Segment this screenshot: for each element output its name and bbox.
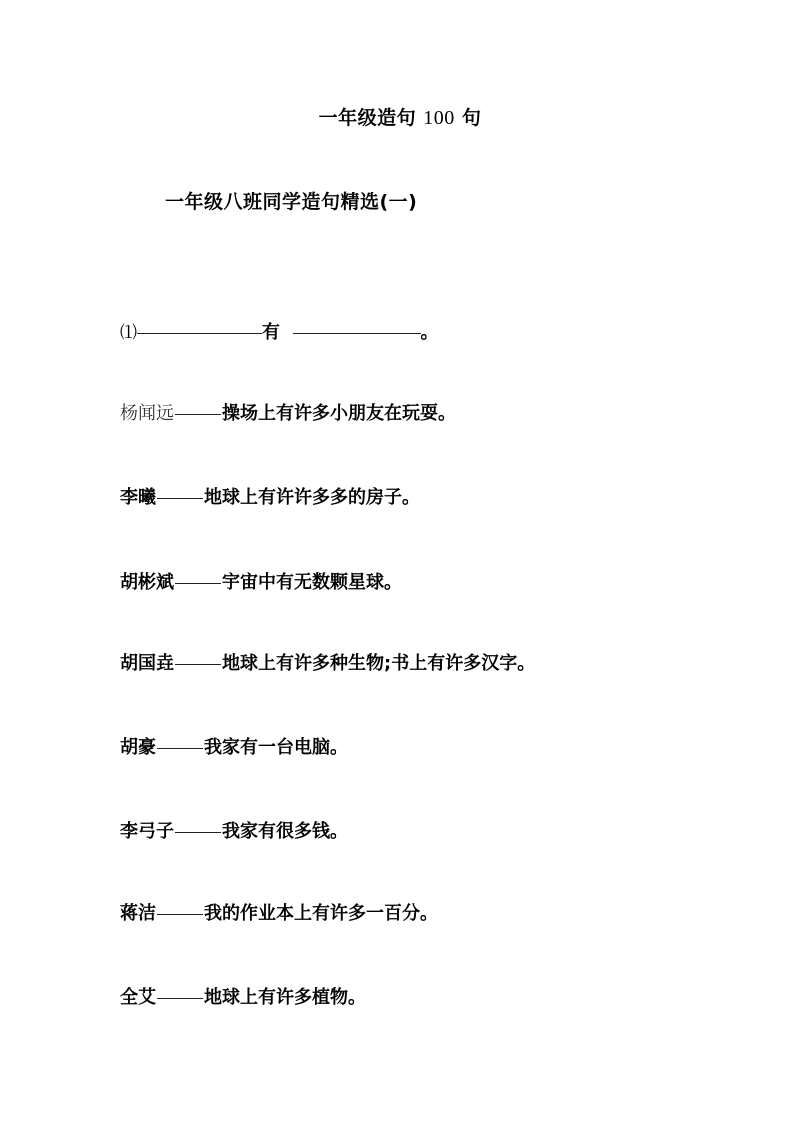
prompt-blank-1: [137, 333, 262, 334]
entry-item: [120, 652, 535, 676]
title-number: 100: [423, 107, 455, 129]
entry-author: 胡豪: [120, 737, 156, 758]
entry-item: [120, 402, 456, 426]
em-dash-separator: [157, 748, 203, 749]
entry-sentence: 我家有一台电脑。: [204, 737, 348, 758]
entry-author: 全艾: [120, 987, 156, 1008]
entry-author: 胡彬斌: [120, 572, 174, 593]
entry-sentence: 地球上有许多种生物;书上有许多汉字。: [222, 653, 536, 674]
prompt-end: 。: [420, 322, 439, 343]
prompt-line: [120, 321, 439, 345]
entry-item: [120, 486, 420, 510]
em-dash-separator: [157, 498, 203, 499]
title-text-after: 句: [461, 107, 482, 129]
em-dash-separator: [157, 998, 203, 999]
entry-sentence: 地球上有许多植物。: [204, 987, 366, 1008]
prompt-keyword: 有: [262, 322, 280, 343]
entry-item: [120, 986, 366, 1010]
entry-sentence: 操场上有许多小朋友在玩耍。: [222, 403, 456, 424]
entry-sentence: 我的作业本上有许多一百分。: [204, 903, 438, 924]
entry-item: [120, 736, 348, 760]
entry-author: 李弓子: [120, 821, 174, 842]
entry-sentence: 宇宙中有无数颗星球。: [222, 572, 402, 593]
entry-author: 蒋洁: [120, 903, 156, 924]
em-dash-separator: [175, 583, 221, 584]
entry-sentence: 地球上有许许多多的房子。: [204, 487, 420, 508]
em-dash-separator: [175, 664, 221, 665]
document-subtitle: 一年级八班同学造句精选(一): [165, 191, 418, 213]
title-text-before: 一年级造句: [318, 107, 417, 129]
entry-sentence: 我家有很多钱。: [222, 821, 348, 842]
entry-item: [120, 571, 402, 595]
entry-item: [120, 902, 438, 926]
entry-author: 杨闻远: [120, 403, 174, 424]
entry-author: 李曦: [120, 487, 156, 508]
prompt-blank-2: [293, 333, 421, 334]
entry-item: [120, 820, 348, 844]
em-dash-separator: [175, 414, 221, 415]
em-dash-separator: [157, 914, 203, 915]
prompt-number: ⑴: [120, 323, 137, 343]
em-dash-separator: [175, 832, 221, 833]
entry-author: 胡国垚: [120, 653, 174, 674]
document-title: [0, 103, 800, 130]
